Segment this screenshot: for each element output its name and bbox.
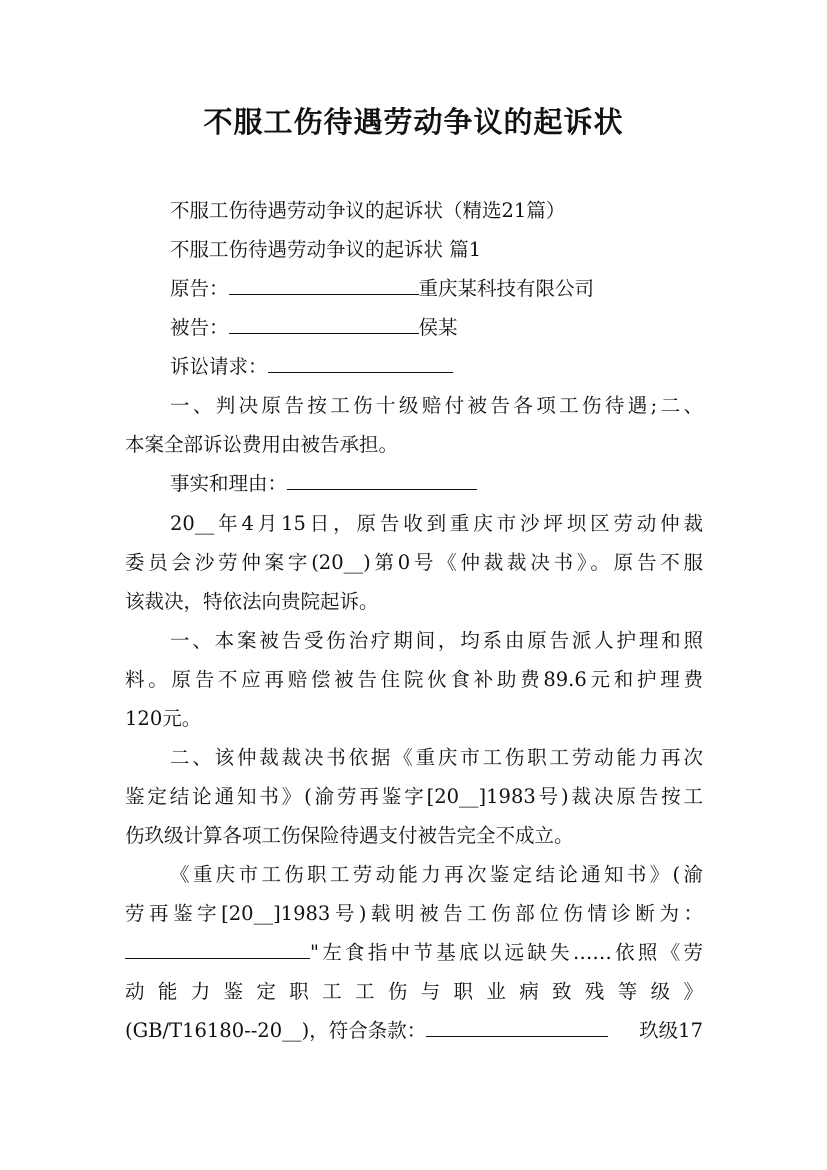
paragraph-4-line-4: 动能力鉴定职工工伤与职业病致残等级》 bbox=[125, 980, 703, 1003]
paragraph-2-line-1: 一、本案被告受伤治疗期间，均系由原告派人护理和照 bbox=[170, 629, 703, 652]
paragraph-4-line-3 bbox=[125, 940, 703, 966]
paragraph-1-line-1: 20__年4月15日，原告收到重庆市沙坪坝区劳动仲裁 bbox=[170, 512, 703, 535]
claims-text-line-2: 本案全部诉讼费用由被告承担。 bbox=[125, 433, 399, 456]
facts-blank bbox=[287, 471, 477, 490]
paragraph-1-line-3: 该裁决，特依法向贵院起诉。 bbox=[125, 590, 379, 613]
document-title: 不服工伤待遇劳动争议的起诉状 bbox=[203, 105, 624, 139]
standard-reference: (GB/T16180--20__)，符合条款： bbox=[125, 1019, 427, 1042]
claims-label: 诉讼请求： bbox=[170, 355, 268, 378]
defendant-line bbox=[170, 315, 458, 341]
defendant-value: 侯某 bbox=[418, 316, 458, 339]
defendant-blank bbox=[229, 315, 419, 334]
diagnosis-text: "左食指中节基底以远缺失……依照《劳 bbox=[310, 941, 703, 964]
claims-text-line-1: 一、判决原告按工伤十级赔付被告各项工伤待遇;二、 bbox=[170, 394, 703, 417]
paragraph-4-line-2: 劳再鉴字[20__]1983号)载明被告工伤部位伤情诊断为： bbox=[125, 902, 703, 925]
paragraph-3-line-2: 鉴定结论通知书》(渝劳再鉴字[20__]1983号)裁决原告按工 bbox=[125, 785, 703, 808]
facts-label: 事实和理由： bbox=[170, 472, 288, 495]
plaintiff-value: 重庆某科技有限公司 bbox=[418, 277, 595, 300]
defendant-label: 被告： bbox=[170, 316, 229, 339]
paragraph-1-line-2: 委员会沙劳仲案字(20__)第0号《仲裁裁决书》。原告不服 bbox=[125, 551, 703, 574]
diagnosis-blank bbox=[125, 940, 310, 959]
paragraph-4-line-1: 《重庆市工伤职工劳动能力再次鉴定结论通知书》(渝 bbox=[170, 863, 703, 886]
paragraph-4-line-5 bbox=[125, 1018, 703, 1044]
claims-line bbox=[170, 354, 453, 380]
plaintiff-label: 原告： bbox=[170, 277, 229, 300]
section-heading: 不服工伤待遇劳动争议的起诉状 篇1 bbox=[170, 238, 482, 261]
plaintiff-line bbox=[170, 276, 594, 302]
grade-text: 玖级17 bbox=[639, 1019, 703, 1042]
facts-line bbox=[170, 471, 477, 497]
clause-blank bbox=[426, 1018, 608, 1037]
paragraph-2-line-3: 120元。 bbox=[125, 707, 202, 730]
claims-blank bbox=[268, 354, 453, 373]
document-subtitle: 不服工伤待遇劳动争议的起诉状（精选21篇） bbox=[170, 199, 566, 222]
paragraph-3-line-3: 伤玖级计算各项工伤保险待遇支付被告完全不成立。 bbox=[125, 824, 574, 847]
paragraph-2-line-2: 料。原告不应再赔偿被告住院伙食补助费89.6元和护理费 bbox=[125, 668, 703, 691]
plaintiff-blank bbox=[229, 276, 419, 295]
paragraph-3-line-1: 二、该仲裁裁决书依据《重庆市工伤职工劳动能力再次 bbox=[170, 746, 703, 769]
